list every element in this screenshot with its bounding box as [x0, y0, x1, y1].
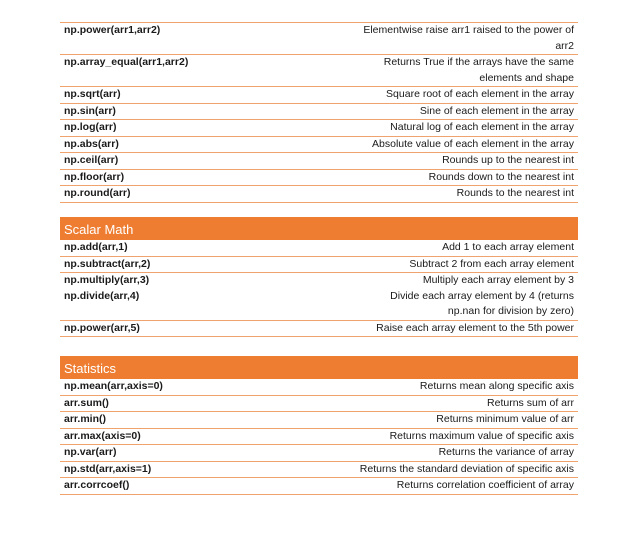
function-description: Sine of each element in the array — [318, 103, 578, 120]
function-name: arr.max(axis=0) — [60, 428, 318, 445]
function-name: np.power(arr,5) — [60, 320, 318, 337]
function-description: Returns the variance of array — [318, 445, 578, 462]
function-name: arr.sum() — [60, 395, 318, 412]
function-name: np.std(arr,axis=1) — [60, 461, 318, 478]
function-name: np.log(arr) — [60, 120, 318, 137]
function-name: np.round(arr) — [60, 186, 318, 203]
scalar-math-section — [60, 217, 578, 337]
function-name: np.sin(arr) — [60, 103, 318, 120]
table-row — [60, 136, 578, 153]
section-header: Scalar Math — [60, 217, 578, 240]
table-row — [60, 412, 578, 429]
function-name: np.ceil(arr) — [60, 153, 318, 170]
table-row — [60, 428, 578, 445]
function-description: Subtract 2 from each array element — [318, 256, 578, 273]
function-description: Returns mean along specific axis — [318, 379, 578, 395]
function-name: np.power(arr1,arr2) — [60, 23, 318, 55]
function-name: np.mean(arr,axis=0) — [60, 379, 318, 395]
function-description: Elementwise raise arr1 raised to the power of arr2 — [318, 23, 578, 55]
function-name: np.sqrt(arr) — [60, 87, 318, 104]
function-name: np.multiply(arr,3) — [64, 274, 150, 286]
function-description: Returns correlation coefficient of array — [318, 478, 578, 495]
function-name: np.floor(arr) — [60, 169, 318, 186]
table-row — [60, 395, 578, 412]
table-row — [60, 240, 578, 256]
table-row — [60, 153, 578, 170]
function-description: Natural log of each element in the array — [318, 120, 578, 137]
scalar-math-table — [60, 240, 578, 337]
table-row — [60, 461, 578, 478]
function-description: Rounds up to the nearest int — [318, 153, 578, 170]
table-row — [60, 273, 578, 289]
function-description: Rounds to the nearest int — [318, 186, 578, 203]
function-description: Square root of each element in the array — [318, 87, 578, 104]
function-description: Absolute value of each element in the array — [318, 136, 578, 153]
table-row — [60, 379, 578, 395]
table-row — [60, 320, 578, 337]
function-name: np.subtract(arr,2) — [60, 256, 318, 273]
statistics-section — [60, 356, 578, 495]
table-row — [60, 120, 578, 137]
function-name: np.abs(arr) — [60, 136, 318, 153]
statistics-table — [60, 379, 578, 495]
math-functions-table — [60, 22, 578, 203]
table-row — [60, 186, 578, 203]
table-row — [60, 103, 578, 120]
function-description: Multiply each array element by 3 — [422, 274, 574, 286]
function-name: np.divide(arr,4) — [60, 289, 318, 321]
math-functions-section — [60, 22, 578, 203]
table-row — [60, 256, 578, 273]
function-name: np.array_equal(arr1,arr2) — [60, 55, 318, 87]
function-description: Returns True if the arrays have the same elements and shape — [318, 55, 578, 87]
table-row — [60, 445, 578, 462]
function-description: Rounds down to the nearest int — [318, 169, 578, 186]
function-description: Divide each array element by 4 (returns np.nan for division by zero) — [318, 289, 578, 321]
table-row — [60, 87, 578, 104]
function-description: Returns minimum value of arr — [318, 412, 578, 429]
function-description: Returns maximum value of specific axis — [318, 428, 578, 445]
function-name: arr.min() — [60, 412, 318, 429]
function-name: arr.corrcoef() — [60, 478, 318, 495]
table-row — [60, 55, 578, 87]
function-description: Returns the standard deviation of specific axis — [318, 461, 578, 478]
table-row — [60, 289, 578, 321]
section-header: Statistics — [60, 356, 578, 379]
function-description: Add 1 to each array element — [318, 240, 578, 256]
function-description: Returns sum of arr — [318, 395, 578, 412]
table-row — [60, 23, 578, 55]
function-name: np.add(arr,1) — [60, 240, 318, 256]
function-description: Raise each array element to the 5th power — [318, 320, 578, 337]
table-row — [60, 478, 578, 495]
table-row — [60, 169, 578, 186]
function-name: np.var(arr) — [60, 445, 318, 462]
